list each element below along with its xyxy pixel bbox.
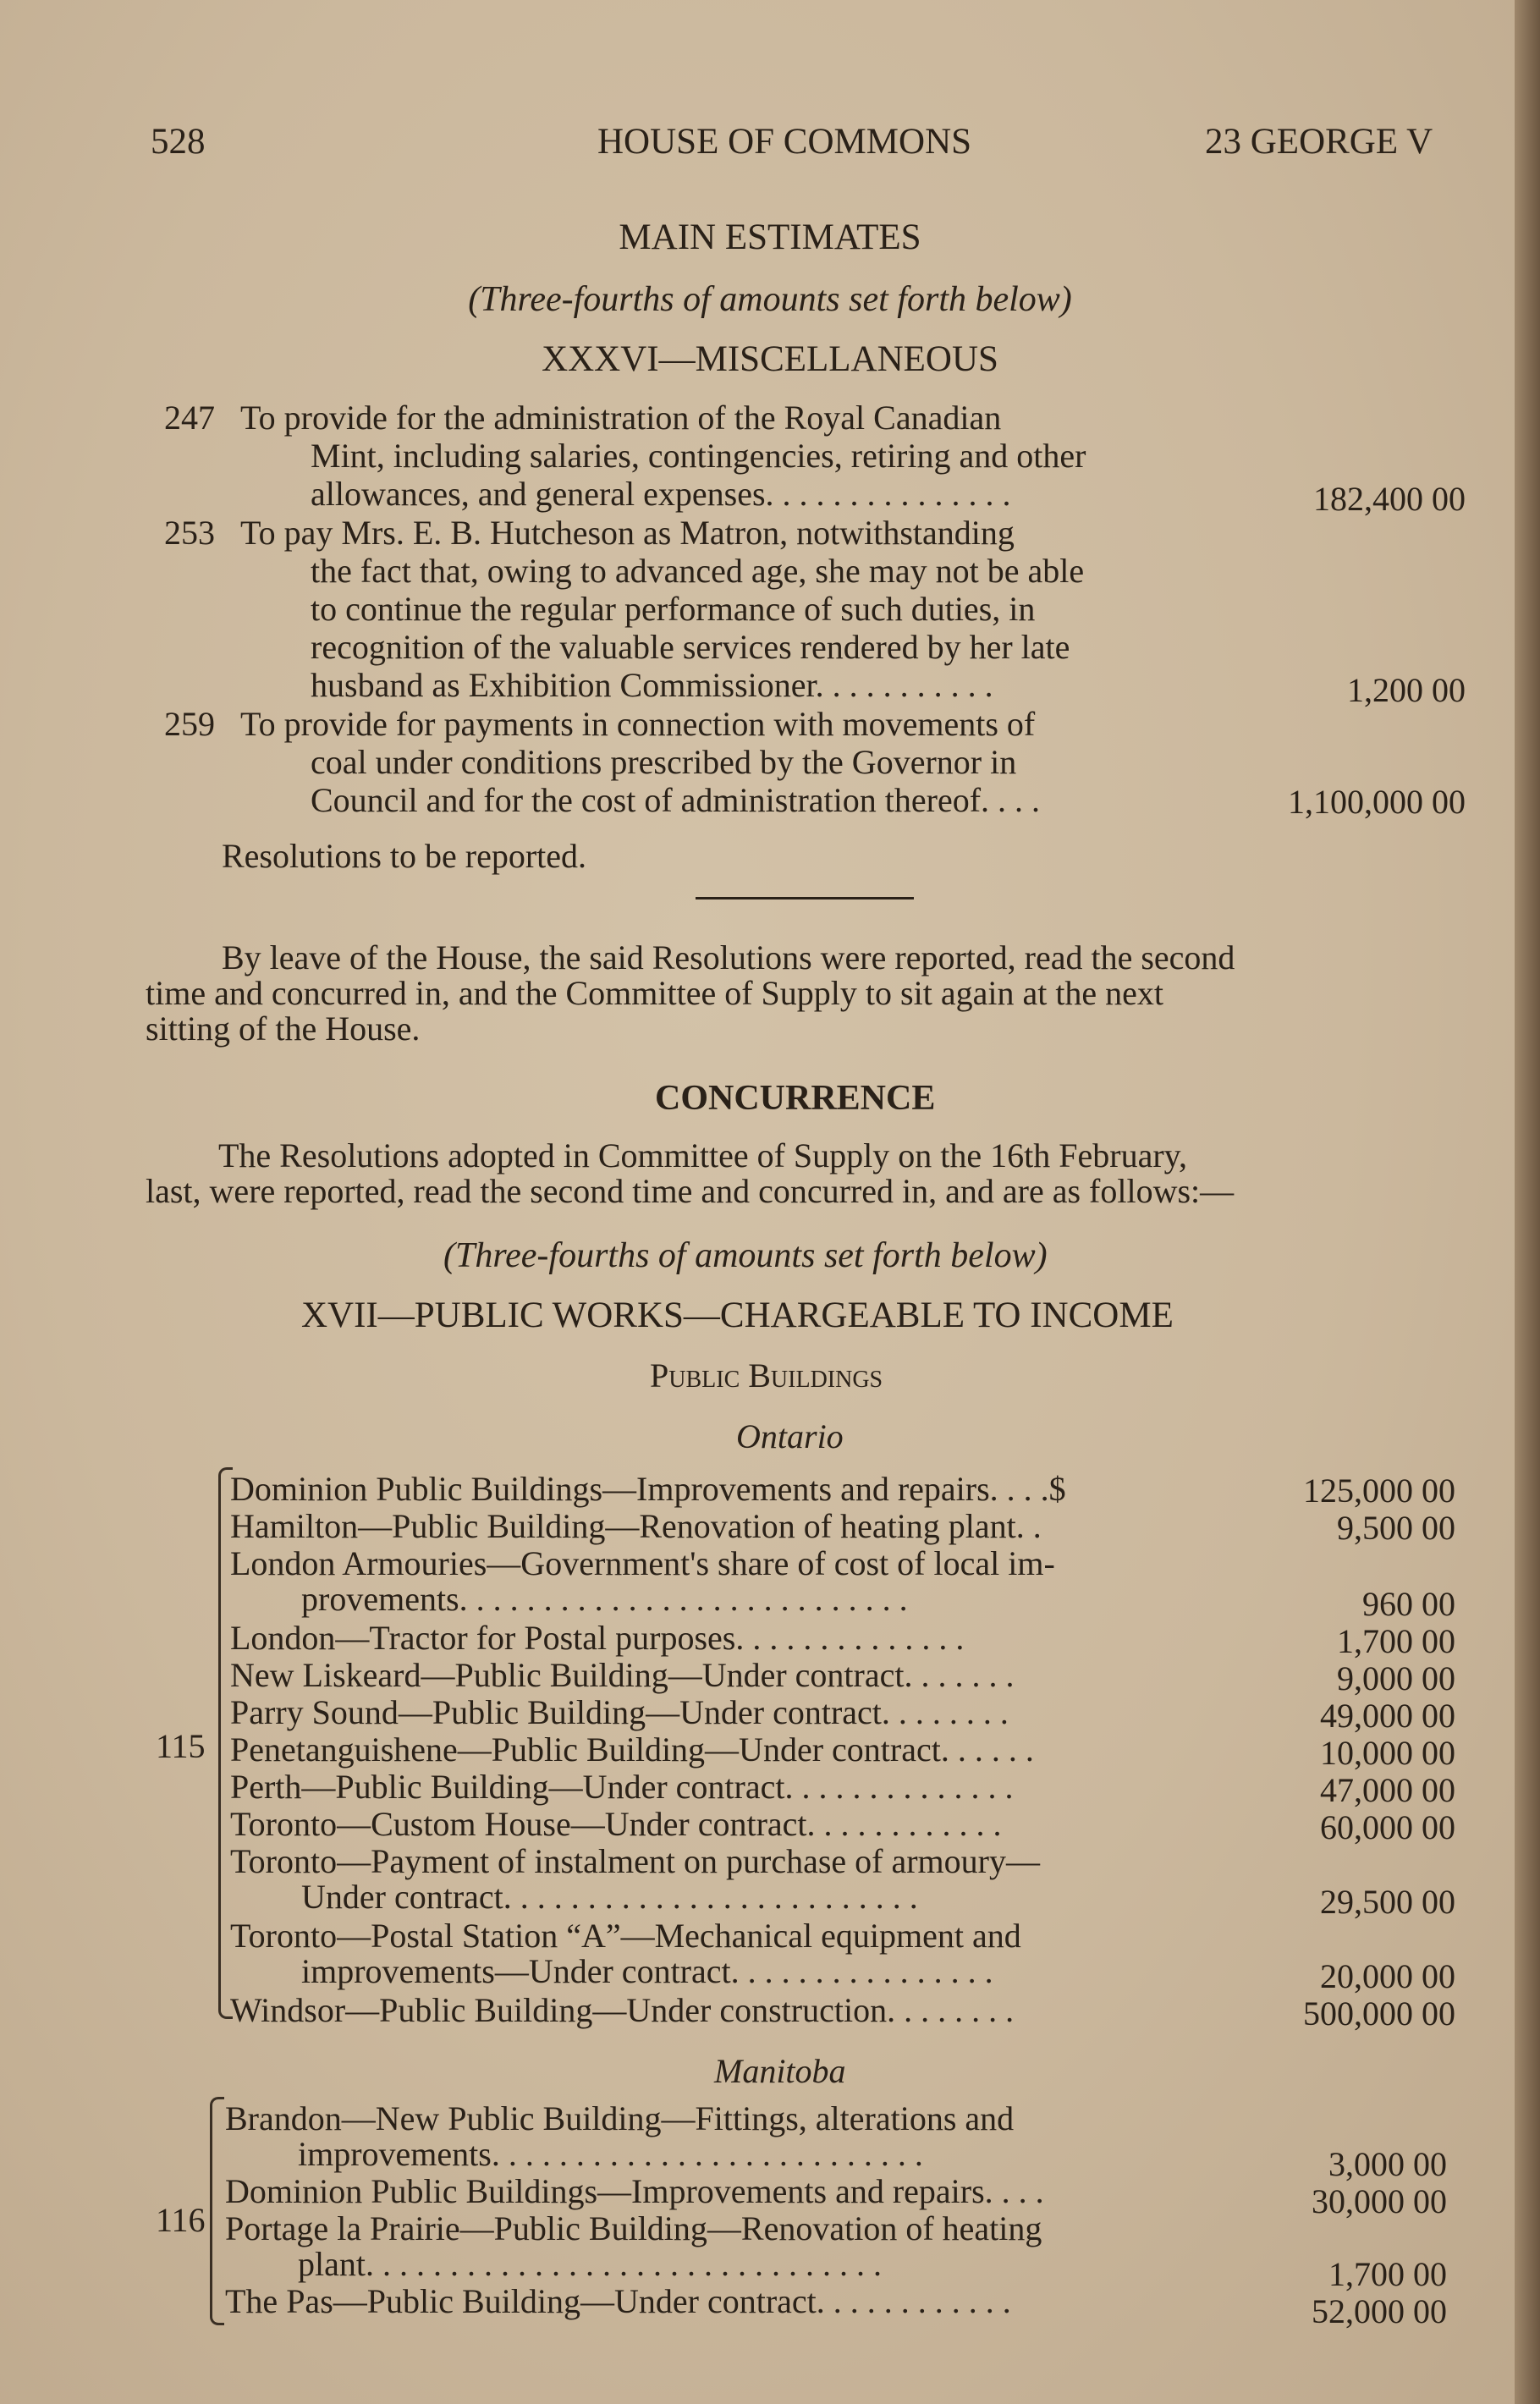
manitoba-item-1-amount: 3,000 00 xyxy=(1328,2145,1447,2183)
main-estimates-title: MAIN ESTIMATES xyxy=(619,217,921,257)
page-number: 528 xyxy=(151,122,206,162)
manitoba-item-4-line-1: The Pas—Public Building—Under contract. . . . . . . . . . . . xyxy=(225,2282,1011,2320)
ontario-item-10-line-2: Under contract. . . . . . . . . . . . . . . . . . . . . . . . . xyxy=(301,1878,918,1916)
ontario-item-8-amount: 47,000 00 xyxy=(1320,1771,1455,1809)
ontario-item-2-amount: 9,500 00 xyxy=(1337,1509,1455,1547)
ontario-item-9-line-1: Toronto—Custom House—Under contract. . . . . . . . . . . . xyxy=(230,1805,1002,1843)
item-number-259: 259 xyxy=(164,705,215,743)
manitoba-item-3-amount: 1,700 00 xyxy=(1328,2255,1447,2293)
item-number-253: 253 xyxy=(164,514,215,552)
item-247-line-3: allowances, and general expenses. . . . . . . . . . . . . . . xyxy=(311,475,1011,513)
section-divider-rule xyxy=(696,897,914,899)
section-heading-xvii: XVII—PUBLIC WORKS—CHARGEABLE TO INCOME xyxy=(301,1296,1174,1335)
item-253-line-2: the fact that, owing to advanced age, she may not be able xyxy=(311,552,1085,590)
ontario-item-6-amount: 49,000 00 xyxy=(1320,1697,1455,1735)
ontario-item-12-line-1: Windsor—Public Building—Under construction. . . . . . . . xyxy=(230,1991,1015,2029)
concurrence-note: (Three-fourths of amounts set forth below) xyxy=(443,1236,1048,1275)
vote-number-116: 116 xyxy=(156,2201,206,2239)
ontario-item-3-line-1: London Armouries—Government's share of cost of local im- xyxy=(230,1544,1055,1582)
ontario-item-3-line-2: provements. . . . . . . . . . . . . . . . . . . . . . . . . . . xyxy=(301,1580,908,1618)
item-259-amount: 1,100,000 00 xyxy=(1288,783,1466,821)
manitoba-item-3-line-1: Portage la Prairie—Public Building—Renovation of heating xyxy=(225,2209,1042,2247)
ontario-item-5-line-1: New Liskeard—Public Building—Under contract. . . . . . . xyxy=(230,1656,1015,1694)
province-heading-ontario: Ontario xyxy=(736,1417,844,1455)
concurrence-paragraph-line-2: last, were reported, read the second time and concurred in, and are as follows:— xyxy=(146,1172,1235,1210)
concurrence-title: CONCURRENCE xyxy=(655,1079,936,1118)
ontario-item-7-amount: 10,000 00 xyxy=(1320,1734,1455,1772)
leave-paragraph-line-1: By leave of the House, the said Resolutions were reported, read the second xyxy=(222,938,1235,976)
concurrence-paragraph-line-1: The Resolutions adopted in Committee of Supply on the 16th February, xyxy=(218,1136,1188,1174)
item-259-line-3: Council and for the cost of administration thereof. . . . xyxy=(311,781,1041,819)
ontario-item-11-amount: 20,000 00 xyxy=(1320,1957,1455,1995)
item-253-line-5: husband as Exhibition Commissioner. . . . . . . . . . . xyxy=(311,666,993,704)
manitoba-item-1-line-2: improvements. . . . . . . . . . . . . . . . . . . . . . . . . . xyxy=(298,2135,923,2173)
ontario-item-1-line-1: Dominion Public Buildings—Improvements and repairs. . . .$ xyxy=(230,1470,1066,1508)
subsection-heading-public-buildings: Public Buildings xyxy=(650,1356,883,1395)
ontario-item-10-line-1: Toronto—Payment of instalment on purchase of armoury— xyxy=(230,1842,1040,1880)
resolutions-note: Resolutions to be reported. xyxy=(222,837,587,875)
item-247-amount: 182,400 00 xyxy=(1313,480,1466,518)
ontario-item-10-amount: 29,500 00 xyxy=(1320,1883,1455,1921)
ontario-item-1-amount: 125,000 00 xyxy=(1303,1472,1455,1510)
item-253-line-3: to continue the regular performance of such duties, in xyxy=(311,590,1036,628)
ontario-item-4-amount: 1,700 00 xyxy=(1337,1622,1455,1660)
section-heading-xxxvi: XXXVI—MISCELLANEOUS xyxy=(542,339,998,379)
ontario-item-11-line-2: improvements—Under contract. . . . . . . . . . . . . . . . xyxy=(301,1952,993,1990)
manitoba-item-1-line-1: Brandon—New Public Building—Fittings, alterations and xyxy=(225,2099,1015,2137)
running-title: HOUSE OF COMMONS xyxy=(597,122,972,162)
item-253-line-1: To pay Mrs. E. B. Hutcheson as Matron, notwithstanding xyxy=(240,514,1015,552)
regnal-year: 23 GEORGE V xyxy=(1205,122,1433,162)
manitoba-item-4-amount: 52,000 00 xyxy=(1312,2292,1447,2330)
province-heading-manitoba: Manitoba xyxy=(714,2052,846,2090)
ontario-item-4-line-1: London—Tractor for Postal purposes. . . . . . . . . . . . . . xyxy=(230,1619,965,1657)
ontario-item-9-amount: 60,000 00 xyxy=(1320,1808,1455,1846)
item-253-line-4: recognition of the valuable services rendered by her late xyxy=(311,628,1070,666)
ontario-item-8-line-1: Perth—Public Building—Under contract. . . . . . . . . . . . . . xyxy=(230,1768,1014,1806)
ontario-item-5-amount: 9,000 00 xyxy=(1337,1659,1455,1697)
ontario-item-6-line-1: Parry Sound—Public Building—Under contract. . . . . . . . xyxy=(230,1693,1009,1731)
ontario-item-2-line-1: Hamilton—Public Building—Renovation of heating plant. . xyxy=(230,1507,1042,1545)
manitoba-item-2-amount: 30,000 00 xyxy=(1312,2182,1447,2220)
leave-paragraph-line-2: time and concurred in, and the Committee of Supply to sit again at the next xyxy=(146,974,1164,1012)
item-247-line-1: To provide for the administration of the Royal Canadian xyxy=(240,399,1002,437)
ontario-item-12-amount: 500,000 00 xyxy=(1303,1994,1455,2033)
vote-number-115: 115 xyxy=(156,1727,206,1765)
ontario-item-3-amount: 960 00 xyxy=(1362,1585,1455,1623)
item-number-247: 247 xyxy=(164,399,215,437)
item-253-amount: 1,200 00 xyxy=(1347,671,1466,709)
item-259-line-2: coal under conditions prescribed by the Governor in xyxy=(311,743,1017,781)
main-estimates-note: (Three-fourths of amounts set forth below) xyxy=(468,280,1072,319)
item-247-line-2: Mint, including salaries, contingencies, retiring and other xyxy=(311,437,1086,475)
ontario-item-11-line-1: Toronto—Postal Station “A”—Mechanical equipment and xyxy=(230,1917,1021,1955)
manitoba-bracket xyxy=(210,2097,224,2325)
manitoba-item-3-line-2: plant. . . . . . . . . . . . . . . . . . . . . . . . . . . . . . . xyxy=(298,2245,882,2283)
manitoba-item-2-line-1: Dominion Public Buildings—Improvements and repairs. . . . xyxy=(225,2172,1044,2210)
ontario-item-7-line-1: Penetanguishene—Public Building—Under contract. . . . . . xyxy=(230,1730,1034,1769)
leave-paragraph-line-3: sitting of the House. xyxy=(146,1009,421,1048)
item-259-line-1: To provide for payments in connection with movements of xyxy=(240,705,1036,743)
